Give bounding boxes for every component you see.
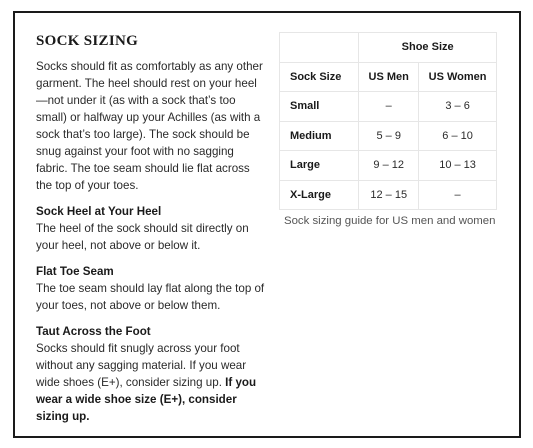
table-cell-women: 10 – 13: [419, 151, 497, 181]
table-cell-size: Large: [280, 151, 359, 181]
intro-paragraph: Socks should fit as comfortably as any other garment. The heel should rest on your heel—not under it (as with a sock that’s too small) or halfway up your Achilles (as with a sock that’s too large). The sock should be snug against your foot with no sagging fabric. The toe seam should lie flat across the top of your toes.: [36, 60, 263, 192]
table-cell-size: Medium: [280, 121, 359, 151]
table-cell-size: X-Large: [280, 180, 359, 210]
table-cell-men: –: [359, 92, 419, 122]
table-header-sock-size: Sock Size: [280, 62, 359, 92]
section-body: [36, 340, 268, 425]
table-group-header-row: [280, 33, 497, 63]
table-row: [280, 92, 497, 122]
table-row: [280, 180, 497, 210]
section-body-emphasis: If you wear a wide shoe size (E+), consider sizing up.: [36, 376, 257, 423]
table-cell-men: 9 – 12: [359, 151, 419, 181]
table-row: [280, 121, 497, 151]
sock-size-table: [279, 32, 497, 210]
table-caption: Sock sizing guide for US men and women: [284, 215, 496, 227]
sizing-table-column: [279, 32, 497, 227]
table-header-us-men: US Men: [359, 62, 419, 92]
section-body: The heel of the sock should sit directly on your heel, not above or below it.: [36, 222, 249, 252]
sizing-text-column: [36, 24, 268, 425]
table-cell-men: 5 – 9: [359, 121, 419, 151]
section-heading: Flat Toe Seam: [36, 265, 114, 278]
table-header-us-women: US Women: [419, 62, 497, 92]
table-header-row: [280, 62, 497, 92]
table-cell-women: 3 – 6: [419, 92, 497, 122]
table-group-header: Shoe Size: [359, 33, 497, 63]
table-header-empty: [280, 33, 359, 63]
table-cell-women: 6 – 10: [419, 121, 497, 151]
section-heel: [36, 204, 268, 254]
table-cell-women: –: [419, 180, 497, 210]
section-body: The toe seam should lay flat along the top of your toes, not above or below them.: [36, 282, 265, 312]
table-cell-men: 12 – 15: [359, 180, 419, 210]
page-title: SOCK SIZING: [36, 33, 139, 49]
section-heading: Sock Heel at Your Heel: [36, 205, 162, 218]
section-body-text: Socks should fit snugly across your foot without any sagging material. If you wear wide shoes (E+), consider sizing up.: [36, 342, 247, 389]
table-cell-size: Small: [280, 92, 359, 122]
section-heading: Taut Across the Foot: [36, 325, 151, 338]
section-taut: [36, 324, 268, 425]
table-row: [280, 151, 497, 181]
section-toe-seam: [36, 264, 268, 314]
